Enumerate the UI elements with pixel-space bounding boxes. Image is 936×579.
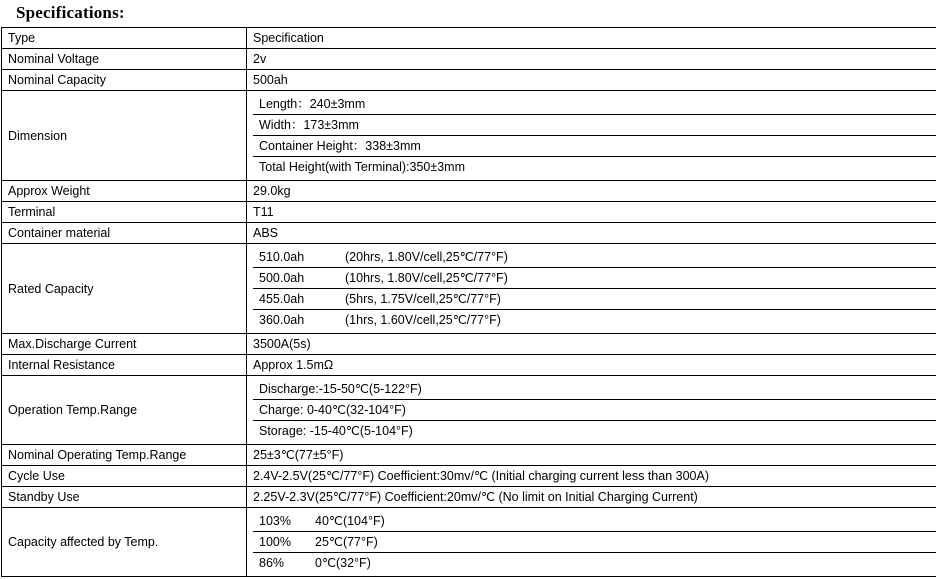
sub-row-value: Storage: -15-40℃(5-104°F) [253,421,936,442]
row-label: Standby Use [2,487,247,508]
table-row [2,181,936,202]
sub-row-value: Width：173±3mm [253,115,936,136]
sub-row-value: Length：240±3mm [253,94,936,115]
row-value: 500ah [247,70,936,91]
capacity-condition: (10hrs, 1.80V/cell,25℃/77°F) [345,271,508,285]
row-label: Nominal Operating Temp.Range [2,445,247,466]
row-label: Nominal Voltage [2,49,247,70]
header-cell-specification: Specification [247,28,936,49]
capacity-condition: (1hrs, 1.60V/cell,25℃/77°F) [345,313,501,327]
sub-row-value: Discharge:-15-50℃(5-122°F) [253,379,936,400]
table-row [2,355,936,376]
sub-row-value [253,532,936,553]
capacity-value: 360.0ah [259,313,345,327]
row-value-group [247,508,936,577]
row-label: Max.Discharge Current [2,334,247,355]
row-label: Dimension [2,91,247,181]
table-row [2,244,936,334]
sub-row-value [253,268,936,289]
sub-row-value [253,289,936,310]
capacity-value: 510.0ah [259,250,345,264]
capacity-percent: 86% [259,556,315,570]
capacity-condition: (5hrs, 1.75V/cell,25℃/77°F) [345,292,501,306]
row-label: Cycle Use [2,466,247,487]
table-row [2,376,936,445]
table-row [2,91,936,181]
capacity-temperature: 0℃(32°F) [315,556,371,570]
row-value: 2.4V-2.5V(25℃/77°F) Coefficient:30mv/℃ (Initial charging current less than 300A) [247,466,936,487]
sub-row-value [253,553,936,574]
capacity-value: 500.0ah [259,271,345,285]
row-label: Terminal [2,202,247,223]
table-row [2,334,936,355]
sub-row-value: Total Height(with Terminal):350±3mm [253,157,936,178]
capacity-percent: 100% [259,535,315,549]
specifications-page [0,3,936,577]
table-row [2,487,936,508]
row-value: 3500A(5s) [247,334,936,355]
row-value: 2v [247,49,936,70]
sub-row-value [253,511,936,532]
sub-row-value [253,247,936,268]
row-value: 2.25V-2.3V(25℃/77°F) Coefficient:20mv/℃ (No limit on Initial Charging Current) [247,487,936,508]
row-value-group [247,376,936,445]
row-label: Approx Weight [2,181,247,202]
row-value: 29.0kg [247,181,936,202]
table-row [2,70,936,91]
row-label: Nominal Capacity [2,70,247,91]
sub-table [253,94,936,177]
header-cell-type: Type [2,28,247,49]
row-value: 25±3℃(77±5°F) [247,445,936,466]
capacity-value: 455.0ah [259,292,345,306]
specifications-table [1,27,936,577]
table-row [2,49,936,70]
row-value: ABS [247,223,936,244]
row-label: Capacity affected by Temp. [2,508,247,577]
capacity-percent: 103% [259,514,315,528]
row-label: Container material [2,223,247,244]
row-label: Operation Temp.Range [2,376,247,445]
page-title: Specifications: [16,3,936,23]
row-label: Internal Resistance [2,355,247,376]
row-value: T11 [247,202,936,223]
row-label: Rated Capacity [2,244,247,334]
table-row [2,466,936,487]
capacity-condition: (20hrs, 1.80V/cell,25℃/77°F) [345,250,508,264]
row-value: Approx 1.5mΩ [247,355,936,376]
sub-row-value: Container Height：338±3mm [253,136,936,157]
sub-table [253,379,936,441]
sub-table [253,247,936,330]
sub-row-value: Charge: 0-40℃(32-104°F) [253,400,936,421]
sub-table [253,511,936,573]
capacity-temperature: 25℃(77°F) [315,535,378,549]
capacity-temperature: 40℃(104°F) [315,514,385,528]
table-row [2,508,936,577]
row-value-group [247,244,936,334]
sub-row-value [253,310,936,331]
row-value-group [247,91,936,181]
table-header-row [2,28,936,49]
table-row [2,202,936,223]
table-row [2,223,936,244]
table-row [2,445,936,466]
